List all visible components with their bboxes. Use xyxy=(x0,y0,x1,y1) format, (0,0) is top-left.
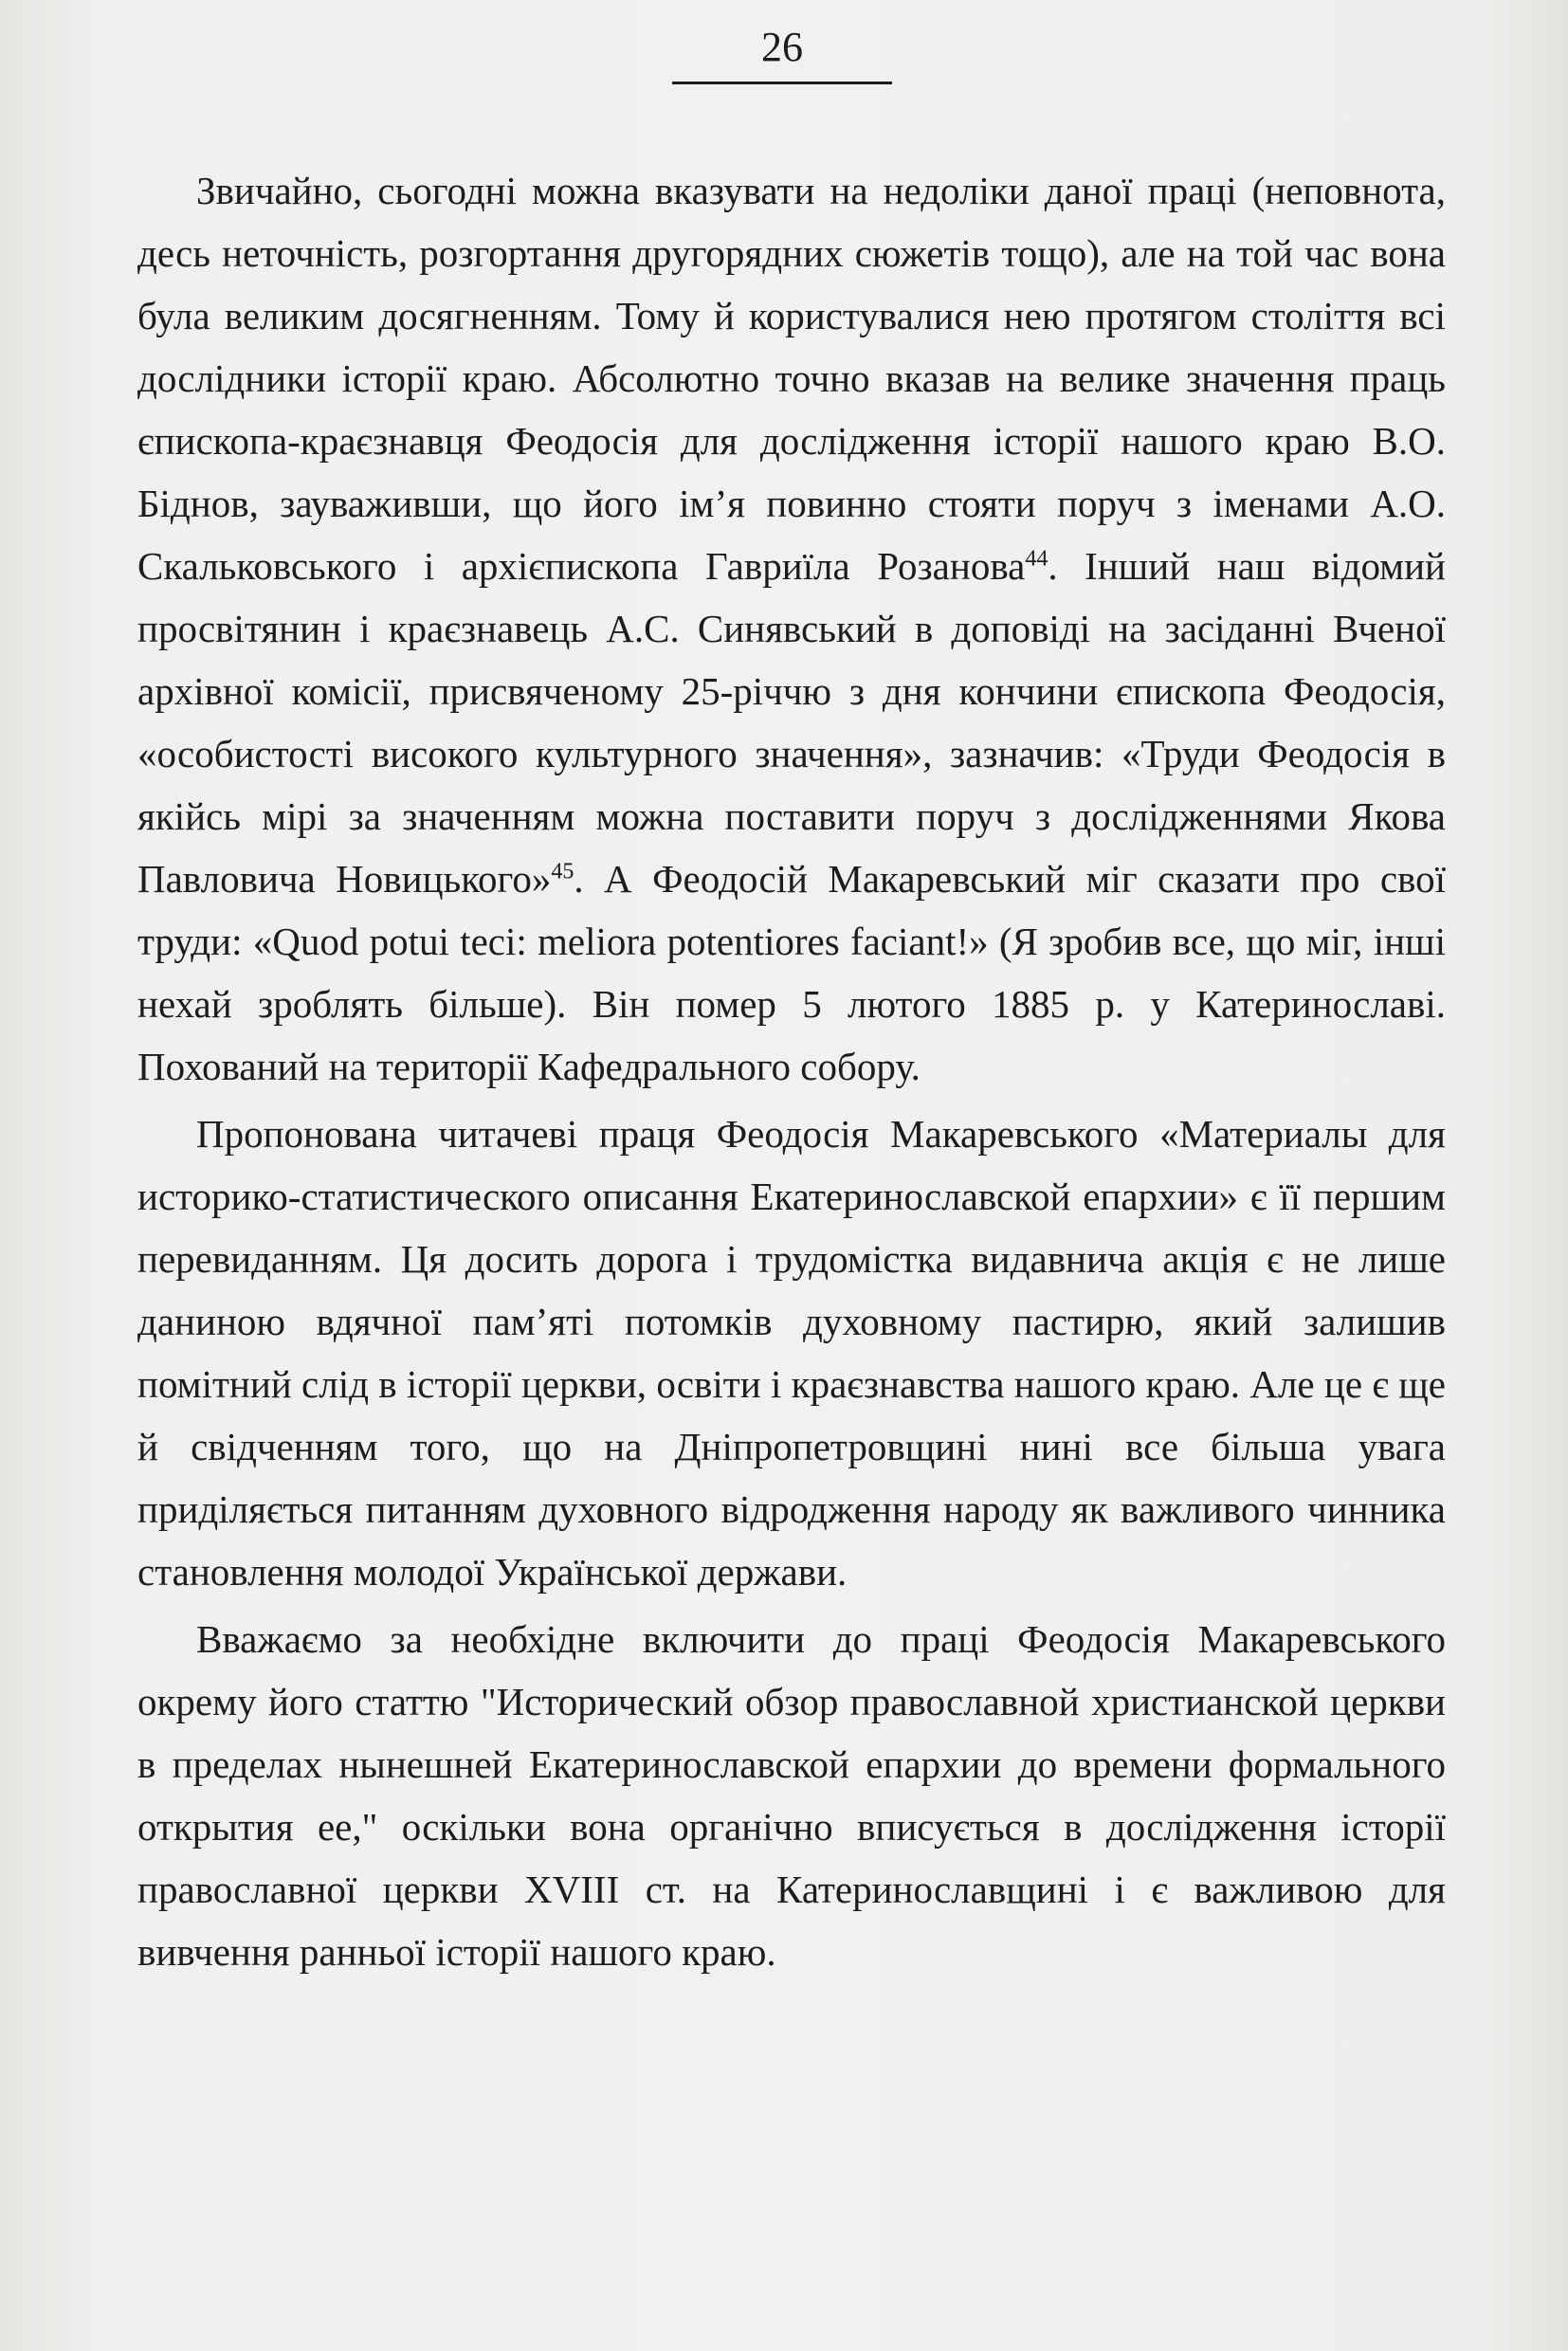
paragraph-2-text: Пропонована читачеві праця Феодосія Макаревського «Материалы для историко-статистического описання Екатеринославской епархии» є її першим перевиданням. Ця досить дорога і трудомістка видавнича акція є не лише даниною вдячної пам’яті потомків духовному пастирю, який залишив помітний слід в історії церкви, освіти і краєзнавства нашого краю. Але це є ще й свідченням того, що на Дніпропетровщині нині все більша увага приділяється питанням духовного відродження народу як важливого чинника становлення молодої Української держави. xyxy=(137,1112,1446,1594)
page-number-underline xyxy=(672,82,892,84)
paragraph-1-text-1: Звичайно, сьогодні можна вказувати на недоліки даної праці (неповнота, десь неточність, розгортання другорядних сюжетів тощо), але на той час вона була великим досягненням. Тому й користувалися нею протягом століття всі дослідники історії краю. Абсолютно точно вказав на велике значення праць єпископа-краєзнавця Феодосія для дослідження історії нашого краю В.О. Біднов, зауваживши, що його ім’я повинно стояти поруч з іменами А.О. Скальковського і архієпископа Гавриїла Розанова xyxy=(137,169,1446,588)
paragraph-3-text: Вважаємо за необхідне включити до праці Феодосія Макаревського окрему його статтю "Исторический обзор православной христианской церкви в пределах нынешней Екатеринославской епархии до времени формального открытия ее," оскільки вона органічно вписується в дослідження історії православної церкви XVIII ст. на Катеринославщині і є важливою для вивчення ранньої історії нашого краю. xyxy=(137,1617,1446,1974)
body-text xyxy=(137,159,1446,1988)
page-number: 26 xyxy=(761,24,803,70)
page-header xyxy=(668,19,896,84)
paragraph-3 xyxy=(137,1608,1446,1983)
paragraph-1-text-3: . А Феодосій Макаревський міг сказати про свої труди: «Quod potui teci: meliora potentiores faciant!» (Я зробив все, що міг, інші нехай зроблять більше). Він помер 5 лютого 1885 р. у Катеринославі. Похований на території Кафедрального собору. xyxy=(137,857,1446,1088)
paragraph-1 xyxy=(137,159,1446,1098)
paragraph-2 xyxy=(137,1103,1446,1603)
paragraph-1-text-2: . Інший наш відомий просвітянин і краєзнавець А.С. Синявський в доповіді на засіданні Вченої архівної комісії, присвяченому 25-річчю з дня кончини єпископа Феодосія, «особистості високого культурного значення», зазначив: «Труди Феодосія в якійсь мірі за значенням можна поставити поруч з дослідженнями Якова Павловича Новицького» xyxy=(137,544,1447,901)
footnote-ref-44: 44 xyxy=(1025,546,1048,572)
footnote-ref-45: 45 xyxy=(551,859,574,884)
